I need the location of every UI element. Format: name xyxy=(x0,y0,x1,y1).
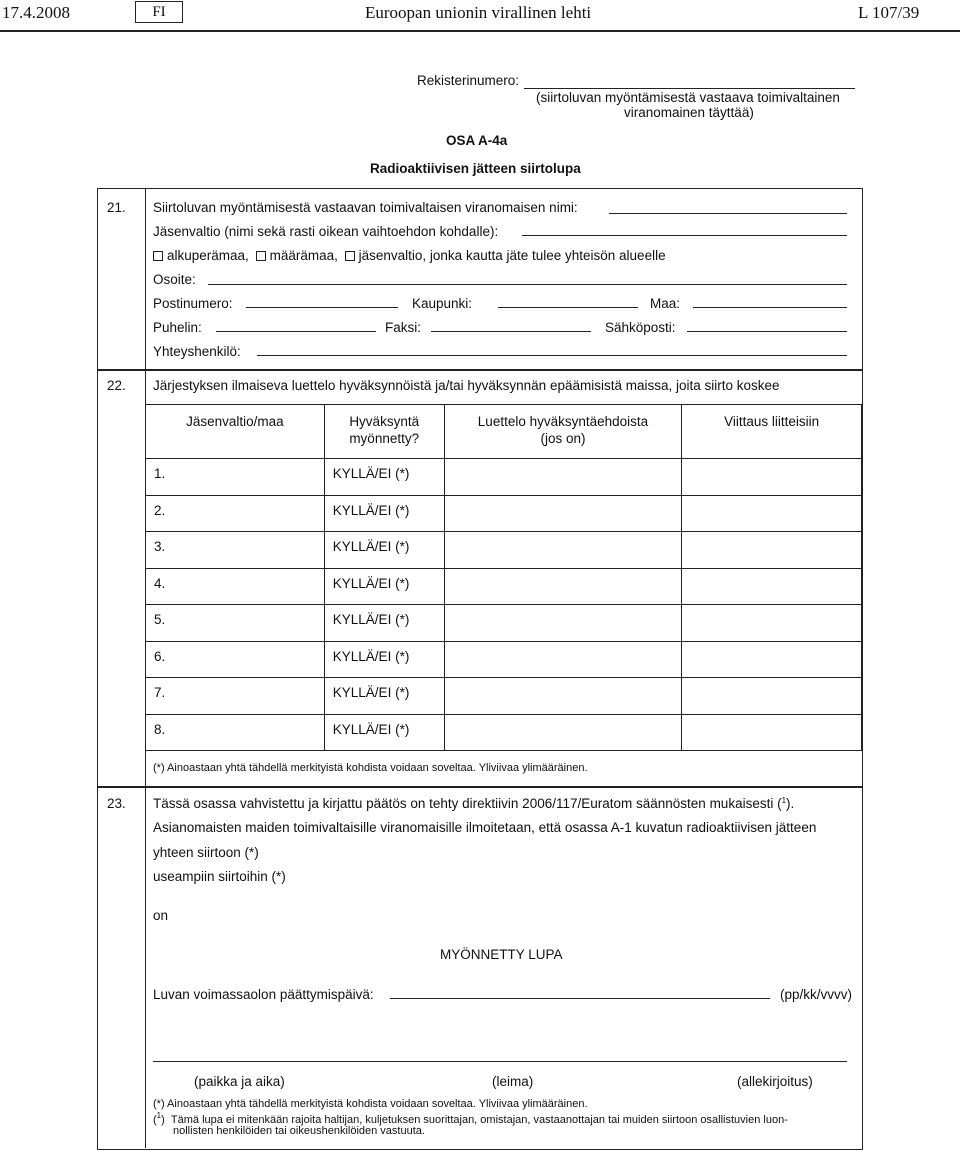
row-number: 5. xyxy=(146,605,325,642)
postcode-field[interactable] xyxy=(246,307,398,308)
registration-note-2: viranomainen täyttää) xyxy=(624,105,754,120)
column-header-country: Jäsenvaltio/maa xyxy=(146,405,325,459)
phone-label: Puhelin: xyxy=(153,320,202,335)
registration-label: Rekisterinumero: xyxy=(417,73,520,88)
on-word: on xyxy=(153,908,169,923)
approval-value[interactable]: KYLLÄ/EI (*) xyxy=(324,714,444,751)
column-header-approval: Hyväksyntä myönnetty? xyxy=(324,405,444,459)
annex-cell[interactable] xyxy=(682,459,862,496)
section-21-number: 21. xyxy=(107,200,126,215)
journal-date: 17.4.2008 xyxy=(2,3,70,22)
annex-cell[interactable] xyxy=(682,568,862,605)
row-number: 1. xyxy=(146,459,325,496)
origin-label: alkuperämaa, xyxy=(167,248,249,263)
table-header-row xyxy=(146,405,862,459)
conditions-cell[interactable] xyxy=(444,714,682,751)
annex-cell[interactable] xyxy=(682,714,862,751)
place-and-time-caption: (paikka ja aika) xyxy=(194,1074,285,1089)
column-header-conditions: Luettelo hyväksyntäehdoista (jos on) xyxy=(444,405,682,459)
section-23-footnote-1: ($^1$) Tämä lupa ei mitenkään rajoita haltijan, kuljetuksen suorittajan, omistajan, vastaanottajan tai muiden siirtoon osallistuvien luon- xyxy=(153,1111,788,1126)
conditions-cell[interactable] xyxy=(444,459,682,496)
journal-title: Euroopan unionin virallinen lehti xyxy=(365,3,592,22)
date-format-hint: (pp/kk/vvvv) xyxy=(780,987,853,1002)
address-field[interactable] xyxy=(208,284,847,285)
approval-value[interactable]: KYLLÄ/EI (*) xyxy=(324,459,444,496)
annex-cell[interactable] xyxy=(682,495,862,532)
email-label: Sähköposti: xyxy=(605,320,676,335)
table-row xyxy=(146,495,862,532)
annex-cell[interactable] xyxy=(682,678,862,715)
member-state-field[interactable] xyxy=(522,235,847,236)
notification-statement: Asianomaisten maiden toimivaltaisille viranomaisille ilmoitetaan, että osassa A-1 kuvatun radioaktiivisen jätteen xyxy=(153,820,817,835)
phone-field[interactable] xyxy=(216,331,376,332)
column-header-annex-reference: Viittaus liitteisiin xyxy=(682,405,862,459)
member-state-label: Jäsenvaltio (nimi sekä rasti oikean vaihtoehdon kohdalle): xyxy=(153,224,499,239)
table-row xyxy=(146,714,862,751)
row-number: 6. xyxy=(146,641,325,678)
conditions-cell[interactable] xyxy=(444,495,682,532)
origin-checkbox[interactable] xyxy=(153,251,163,261)
signature-line[interactable] xyxy=(153,1061,847,1062)
section-23-footnote-1-cont: nollisten henkilöiden tai oikeushenkilöiden vastuuta. xyxy=(173,1125,425,1137)
postcode-label: Postinumero: xyxy=(153,296,233,311)
expiry-date-label: Luvan voimassaolon päättymispäivä: xyxy=(153,987,374,1002)
section-divider-22-23 xyxy=(97,786,862,788)
form-part: OSA A-4a xyxy=(446,133,508,148)
contact-label: Yhteyshenkilö: xyxy=(153,344,241,359)
approvals-intro: Järjestyksen ilmaiseva luettelo hyväksynnöistä ja/tai hyväksynnän epäämisistä maissa, joita siirto koskee xyxy=(153,378,780,393)
table-row xyxy=(146,568,862,605)
form-title: Radioaktiivisen jätteen siirtolupa xyxy=(370,161,581,176)
country-label: Maa: xyxy=(650,296,681,311)
contact-field[interactable] xyxy=(257,355,847,356)
annex-cell[interactable] xyxy=(682,605,862,642)
annex-cell[interactable] xyxy=(682,532,862,569)
city-field[interactable] xyxy=(498,307,638,308)
transit-label: jäsenvaltio, jonka kautta jäte tulee yhteisön alueelle xyxy=(358,248,666,263)
address-label: Osoite: xyxy=(153,272,196,287)
annex-cell[interactable] xyxy=(682,641,862,678)
city-label: Kaupunki: xyxy=(412,296,473,311)
country-field[interactable] xyxy=(693,307,847,308)
journal-page: L 107/39 xyxy=(858,3,920,22)
row-number: 7. xyxy=(146,678,325,715)
fax-field[interactable] xyxy=(431,331,591,332)
registration-number-field[interactable] xyxy=(524,88,855,89)
authority-label: Siirtoluvan myöntämisestä vastaavan toimivaltaisen viranomaisen nimi: xyxy=(153,200,578,215)
section-23-footnote-asterisk: (*) Ainoastaan yhtä tähdellä merkityistä kohdista voidaan soveltaa. Yliviivaa ylimääräinen. xyxy=(153,1098,588,1110)
approval-value[interactable]: KYLLÄ/EI (*) xyxy=(324,678,444,715)
registration-note: (siirtoluvan myöntämisestä vastaava toimivaltainen xyxy=(536,90,840,105)
conditions-cell[interactable] xyxy=(444,678,682,715)
section-divider-21-22 xyxy=(97,369,862,371)
conditions-cell[interactable] xyxy=(444,641,682,678)
approval-value[interactable]: KYLLÄ/EI (*) xyxy=(324,605,444,642)
section-22-number: 22. xyxy=(107,378,126,393)
conditions-cell[interactable] xyxy=(444,532,682,569)
conditions-cell[interactable] xyxy=(444,605,682,642)
section-23-number: 23. xyxy=(107,796,126,811)
transit-checkbox[interactable] xyxy=(345,251,355,261)
conditions-cell[interactable] xyxy=(444,568,682,605)
approval-value[interactable]: KYLLÄ/EI (*) xyxy=(324,532,444,569)
table-row xyxy=(146,641,862,678)
row-number: 4. xyxy=(146,568,325,605)
destination-label: määrämaa, xyxy=(269,248,338,263)
stamp-caption: (leima) xyxy=(492,1074,534,1089)
table-row xyxy=(146,605,862,642)
decision-statement: Tässä osassa vahvistettu ja kirjattu päätös on tehty direktiivin 2006/117/Euratom säännösten mukaisesti ($^1$). xyxy=(153,796,795,811)
single-shipment-option[interactable]: yhteen siirtoon (*) xyxy=(153,845,259,860)
fax-label: Faksi: xyxy=(385,320,422,335)
approvals-table xyxy=(145,404,862,751)
table-row xyxy=(146,459,862,496)
row-number: 3. xyxy=(146,532,325,569)
permit-granted-heading: MYÖNNETTY LUPA xyxy=(440,947,563,962)
section-22-footnote: (*) Ainoastaan yhtä tähdellä merkityistä kohdista voidaan soveltaa. Yliviivaa ylimääräinen. xyxy=(153,762,588,774)
approval-value[interactable]: KYLLÄ/EI (*) xyxy=(324,495,444,532)
table-row xyxy=(146,532,862,569)
multiple-shipments-option[interactable]: useampiin siirtoihin (*) xyxy=(153,869,286,884)
authority-name-field[interactable] xyxy=(609,213,847,214)
row-number: 2. xyxy=(146,495,325,532)
row-number: 8. xyxy=(146,714,325,751)
header-rule xyxy=(0,30,960,32)
expiry-date-field[interactable] xyxy=(390,998,770,999)
member-state-options xyxy=(153,248,666,263)
approval-value[interactable]: KYLLÄ/EI (*) xyxy=(324,568,444,605)
table-row xyxy=(146,678,862,715)
language-code-box: FI xyxy=(135,1,183,23)
approval-value[interactable]: KYLLÄ/EI (*) xyxy=(324,641,444,678)
email-field[interactable] xyxy=(687,331,847,332)
signature-caption: (allekirjoitus) xyxy=(737,1074,813,1089)
destination-checkbox[interactable] xyxy=(256,251,266,261)
